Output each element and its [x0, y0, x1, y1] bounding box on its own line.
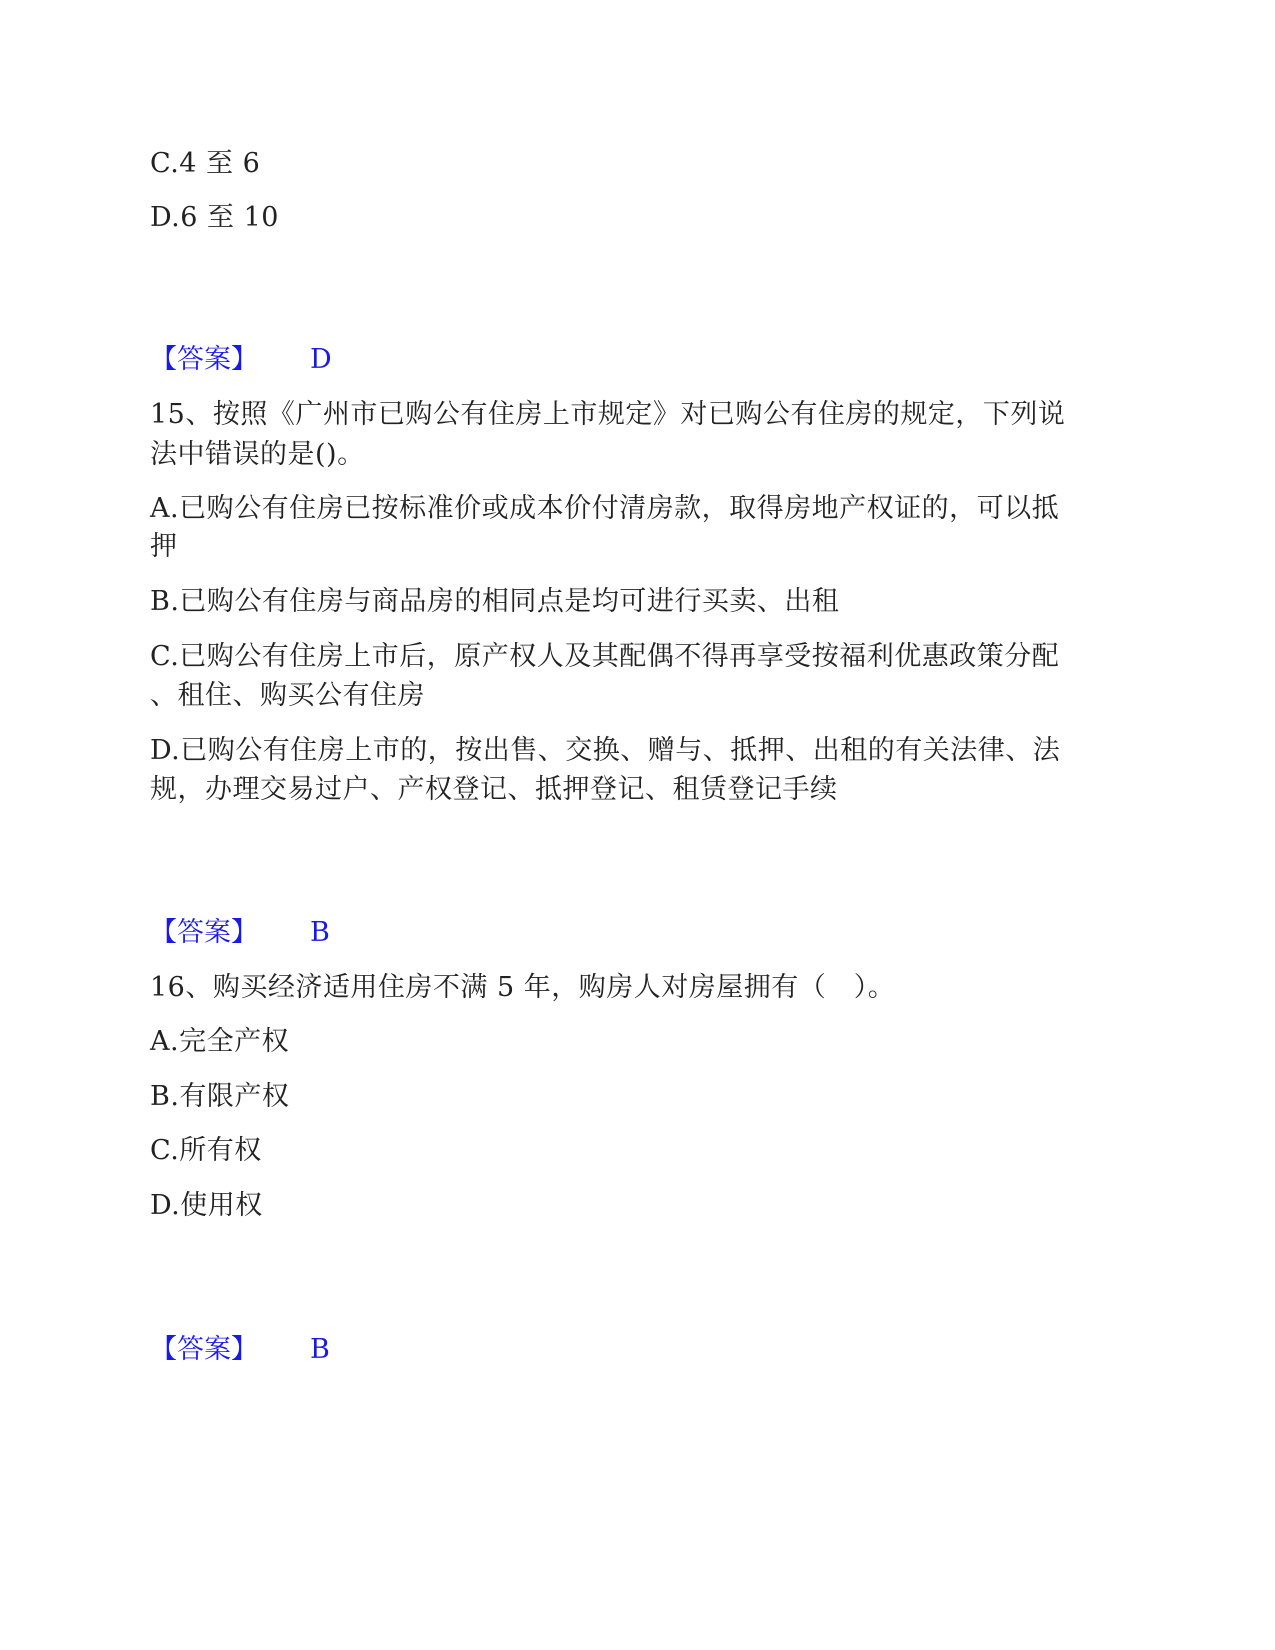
answer-label: 【答案】 [150, 1334, 258, 1365]
q16-option-d: D.使用权 [150, 1190, 263, 1221]
q16-option-c: C.所有权 [150, 1135, 262, 1166]
q15-stem-line-2: 法中错误的是()。 [150, 439, 365, 470]
q15-option-a-line-2: 押 [150, 531, 178, 562]
q15-option-d-line-1: D.已购公有住房上市的，按出售、交换、赠与、抵押、出租的有关法律、法 [150, 735, 1061, 766]
answer-label: 【答案】 [150, 344, 258, 375]
q14-option-c: C.4 至 6 [150, 148, 261, 179]
answer-value: B [310, 917, 330, 948]
q15-option-d-line-2: 规，办理交易过户、产权登记、抵押登记、租赁登记手续 [150, 774, 838, 805]
q15-option-b: B.已购公有住房与商品房的相同点是均可进行买卖、出租 [150, 586, 840, 617]
q15-answer [150, 913, 330, 953]
answer-value: B [310, 1334, 330, 1365]
q15-option-a-line-1: A.已购公有住房已按标准价或成本价付清房款，取得房地产权证的，可以抵 [150, 493, 1060, 524]
answer-label: 【答案】 [150, 917, 258, 948]
q14-option-d: D.6 至 10 [150, 202, 279, 233]
q15-stem-line-1: 15、按照《广州市已购公有住房上市规定》对已购公有住房的规定，下列说 [150, 399, 1066, 430]
answer-value: D [310, 344, 332, 375]
q16-answer [150, 1330, 330, 1370]
q14-answer [150, 340, 332, 380]
q16-stem: 16、购买经济适用住房不满 5 年，购房人对房屋拥有（ ）。 [150, 972, 896, 1003]
q16-option-a: A.完全产权 [150, 1026, 290, 1057]
q15-option-c-line-2: 、租住、购买公有住房 [150, 680, 425, 711]
q16-option-b: B.有限产权 [150, 1081, 290, 1112]
q15-option-c-line-1: C.已购公有住房上市后，原产权人及其配偶不得再享受按福利优惠政策分配 [150, 641, 1060, 672]
